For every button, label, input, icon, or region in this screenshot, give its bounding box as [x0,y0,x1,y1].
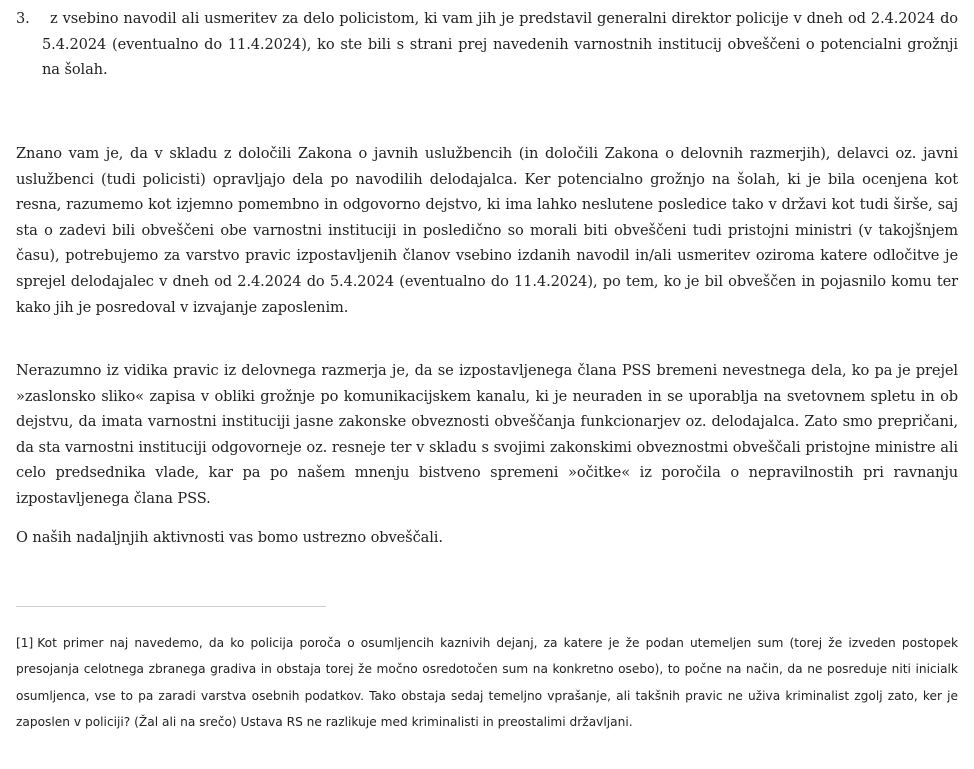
paragraph-legal-basis: Znano vam je, da v skladu z določili Zakona o javnih uslužbencih (in določili Zakona o delovnih razmerjih), delavci oz. javni uslužbenci (tudi policisti) opravljajo dela po navodilih delodajalca. Ker potencialno grožnjo na šolah, ki je bila ocenjena kot resna, razumemo kot izjemno pomembno in odgovorno dejstvo, ki ima lahko neslutene posledice tako v državi kot tudi širše, saj sta o zadevi bili obveščeni obe varnostni instituciji in posledično so morali biti obveščeni tudi pristojni ministri (v takojšnjem času), potrebujemo za varstvo pravic izpostavljenih članov vsebino izdanih navodil in/ali usmeritev oziroma katere odločitve je sprejel delodajalec v dneh od 2.4.2024 do 5.4.2024 (eventualno do 11.4.2024), po tem, ko je bil obveščen in pojasnilo komu ter kako jih je posredoval v izvajanje zaposlenim. [16,145,958,316]
paragraph-closing: O naših nadaljnjih aktivnosti vas bomo ustrezno obveščali. [16,529,443,546]
footnote-separator [16,606,326,607]
numbered-list-item [16,6,958,83]
footnote-text: Kot primer naj navedemo, da ko policija poroča o osumljencih kaznivih dejanj, za katere je že podan utemeljen sum (torej že izveden postopek presojanja celotnega zbranega gradiva in obstaja torej že močno osredotočen sum na konkretno osebo), to počne na način, da ne posreduje niti inicialk osumljenca, vse to pa zaradi varstva osebnih podatkov. Tako obstaja sedaj temeljno vprašanje, ali takšnih pravic ne uživa kriminalist zgolj zato, ker je zaposlen v policiji? (Žal ali na srečo) Ustava RS ne razlikuje med kriminalisti in preostalimi državljani. [16,636,958,729]
footnote-reference-link[interactable]: [1] [16,636,34,650]
footnote [16,630,958,735]
paragraph-unreasonable-burden: Nerazumno iz vidika pravic iz delovnega razmerja je, da se izpostavljenega člana PSS bremeni nevestnega dela, ko pa je prejel »zaslonsko sliko« zapisa v obliki grožnje po komunikacijskem kanalu, ki je neuraden in se uporablja na svetovnem spletu in ob dejstvu, da imata varnostni instituciji jasne zakonske obveznosti obveščanja funkcionarjev oz. delodajalca. Zato smo prepričani, da sta varnostni instituciji odgovorneje oz. resneje ter v skladu s svojimi zakonskimi obveznostmi obveščali pristojne ministre ali celo predsednika vlade, kar pa po našem mnenju bistveno spremeni »očitke« iz poročila o nepravilnostih pri ravnanju izpostavljenega člana PSS. [16,362,958,507]
list-item-number: 3. [16,10,30,27]
list-item-text: z vsebino navodil ali usmeritev za delo policistom, ki vam jih je predstavil generalni direktor policije v dneh od 2.4.2024 do 5.4.2024 (eventualno do 11.4.2024), ko ste bili s strani prej navedenih varnostnih institucij obveščeni o potencialni grožnji na šolah. [42,10,958,79]
